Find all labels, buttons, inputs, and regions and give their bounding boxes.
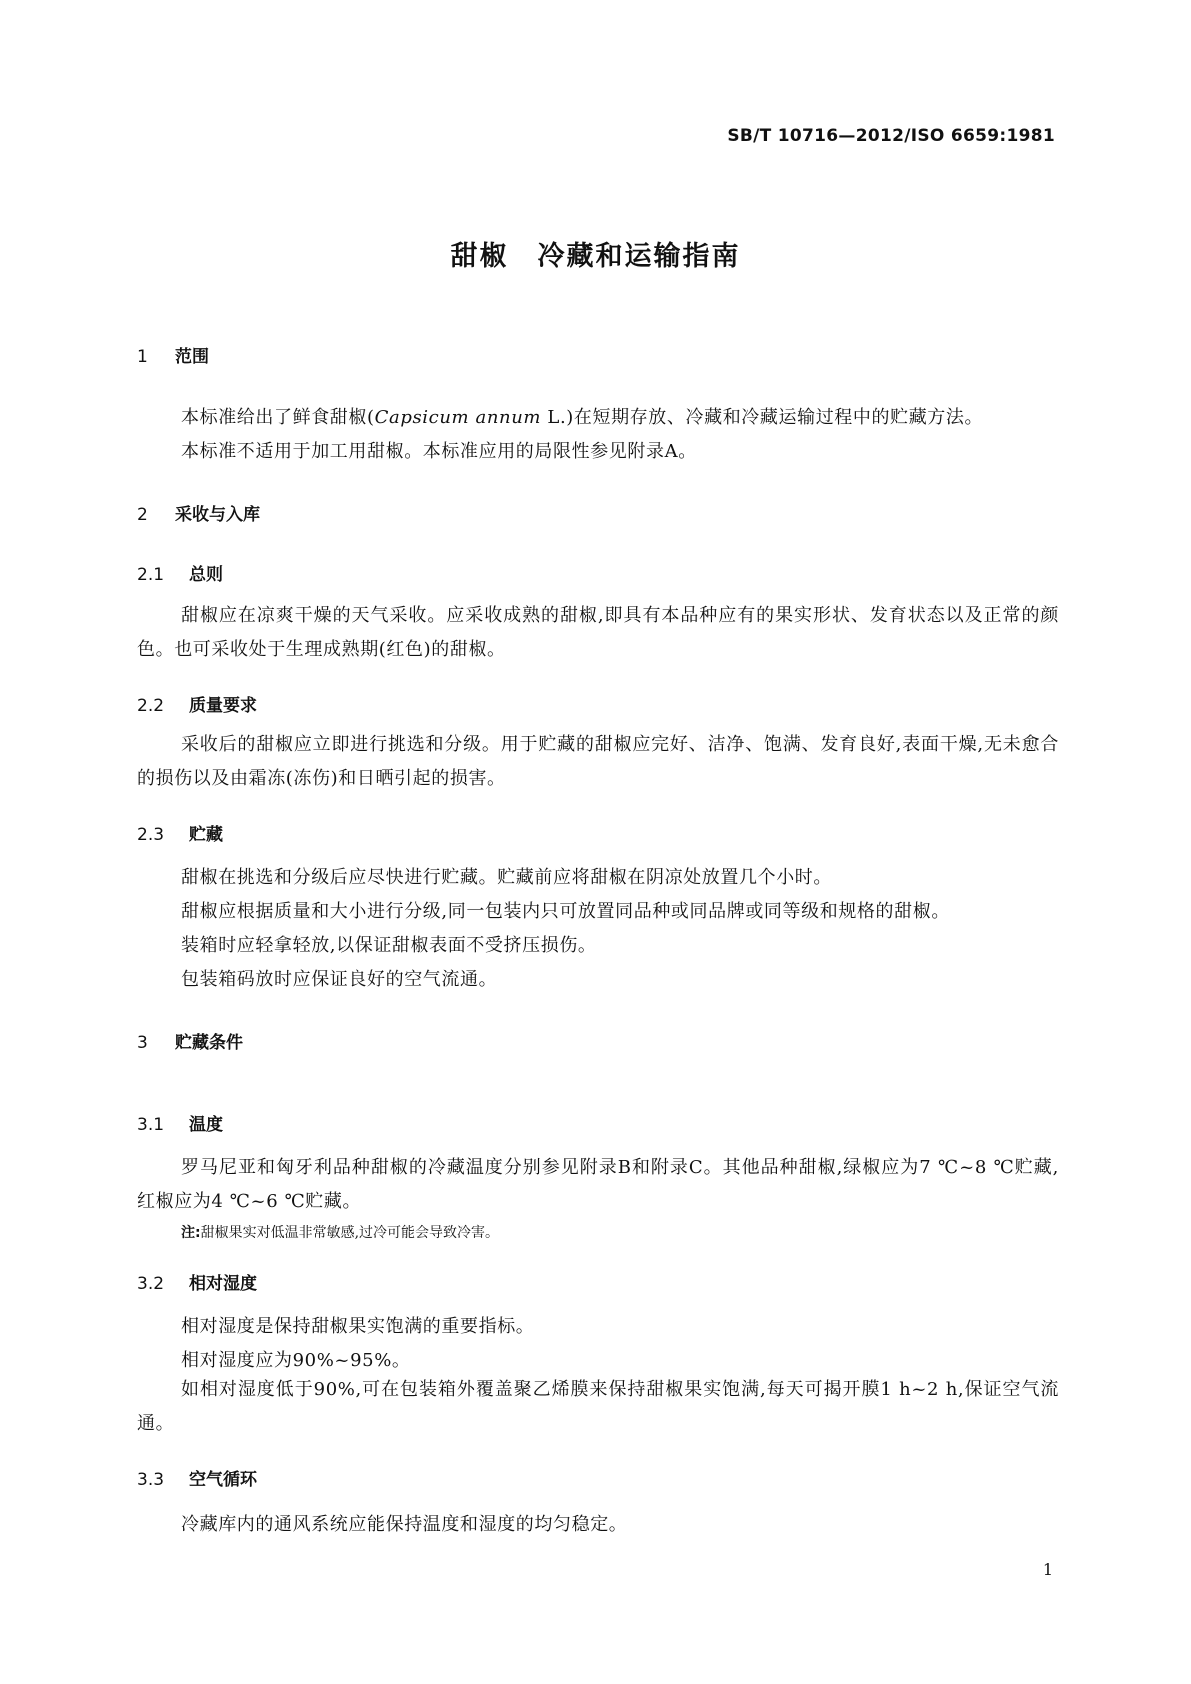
section-title: 范围 bbox=[175, 347, 209, 367]
section-number: 3.2 bbox=[137, 1274, 165, 1294]
section-number: 2.1 bbox=[137, 565, 165, 585]
section-2-3-line-3: 装箱时应轻拿轻放,以保证甜椒表面不受挤压损伤。 bbox=[181, 935, 597, 956]
section-number: 3.1 bbox=[137, 1115, 165, 1135]
page-number: 1 bbox=[1042, 1560, 1053, 1579]
section-3-1-paragraph: 罗马尼亚和匈牙利品种甜椒的冷藏温度分别参见附录B和附录C。其他品种甜椒,绿椒应为7 ℃~8 ℃贮藏,红椒应为4 ℃~6 ℃贮藏。 bbox=[137, 1157, 1059, 1212]
section-1-paragraph-2: 本标准不适用于加工用甜椒。本标准应用的局限性参见附录A。 bbox=[181, 441, 697, 462]
section-title: 空气循环 bbox=[189, 1470, 257, 1490]
section-3-1-note bbox=[181, 1222, 499, 1242]
section-number: 2.2 bbox=[137, 696, 165, 716]
section-2-3-line-2: 甜椒应根据质量和大小进行分级,同一包装内只可放置同品种或同品牌或同等级和规格的甜椒。 bbox=[181, 901, 950, 922]
section-number: 2.3 bbox=[137, 825, 165, 845]
section-title: 相对湿度 bbox=[189, 1274, 257, 1294]
section-title: 温度 bbox=[189, 1115, 223, 1135]
section-number: 1 bbox=[137, 347, 148, 367]
standard-code: SB/T 10716—2012/ISO 6659:1981 bbox=[727, 126, 1055, 146]
section-2-heading bbox=[137, 500, 260, 525]
section-3-2-heading bbox=[137, 1269, 257, 1294]
section-3-heading bbox=[137, 1028, 243, 1053]
section-title: 总则 bbox=[189, 565, 223, 585]
section-3-3-heading bbox=[137, 1465, 257, 1490]
section-1-paragraph-1 bbox=[181, 403, 983, 429]
section-title: 采收与入库 bbox=[175, 505, 260, 525]
section-1-heading bbox=[137, 342, 209, 367]
section-2-3-line-4: 包装箱码放时应保证良好的空气流通。 bbox=[181, 969, 498, 990]
note-label: 注: bbox=[181, 1225, 201, 1241]
section-2-2-heading bbox=[137, 691, 257, 716]
section-2-1-paragraph: 甜椒应在凉爽干燥的天气采收。应采收成熟的甜椒,即具有本品种应有的果实形状、发育状态以及正常的颜色。也可采收处于生理成熟期(红色)的甜椒。 bbox=[137, 605, 1059, 660]
text-span: L.)在短期存放、冷藏和冷藏运输过程中的贮藏方法。 bbox=[541, 407, 984, 428]
section-title: 质量要求 bbox=[189, 696, 257, 716]
section-number: 3 bbox=[137, 1033, 148, 1053]
section-3-2-line-1: 相对湿度是保持甜椒果实饱满的重要指标。 bbox=[181, 1316, 535, 1337]
section-2-2-paragraph: 采收后的甜椒应立即进行挑选和分级。用于贮藏的甜椒应完好、洁净、饱满、发育良好,表面干燥,无未愈合的损伤以及由霜冻(冻伤)和日晒引起的损害。 bbox=[137, 734, 1059, 789]
section-title: 贮藏 bbox=[189, 825, 223, 845]
note-text: 甜椒果实对低温非常敏感,过冷可能会导致冷害。 bbox=[200, 1225, 500, 1241]
text-span: 本标准给出了鲜食甜椒( bbox=[181, 407, 375, 428]
section-number: 2 bbox=[137, 505, 148, 525]
section-2-3-heading bbox=[137, 820, 223, 845]
section-title: 贮藏条件 bbox=[175, 1033, 243, 1053]
document-title: 甜椒 冷藏和运输指南 bbox=[450, 241, 741, 272]
latin-species-name: Capsicum annum bbox=[374, 407, 542, 428]
section-2-3-line-1: 甜椒在挑选和分级后应尽快进行贮藏。贮藏前应将甜椒在阴凉处放置几个小时。 bbox=[181, 867, 832, 888]
section-3-2-paragraph: 如相对湿度低于90%,可在包装箱外覆盖聚乙烯膜来保持甜椒果实饱满,每天可揭开膜1 h~2 h,保证空气流通。 bbox=[137, 1379, 1059, 1434]
section-3-3-line-1: 冷藏库内的通风系统应能保持温度和湿度的均匀稳定。 bbox=[181, 1514, 628, 1535]
section-3-1-heading bbox=[137, 1110, 223, 1135]
section-number: 3.3 bbox=[137, 1470, 165, 1490]
section-3-2-line-2: 相对湿度应为90%~95%。 bbox=[181, 1350, 411, 1371]
section-2-1-heading bbox=[137, 560, 223, 585]
